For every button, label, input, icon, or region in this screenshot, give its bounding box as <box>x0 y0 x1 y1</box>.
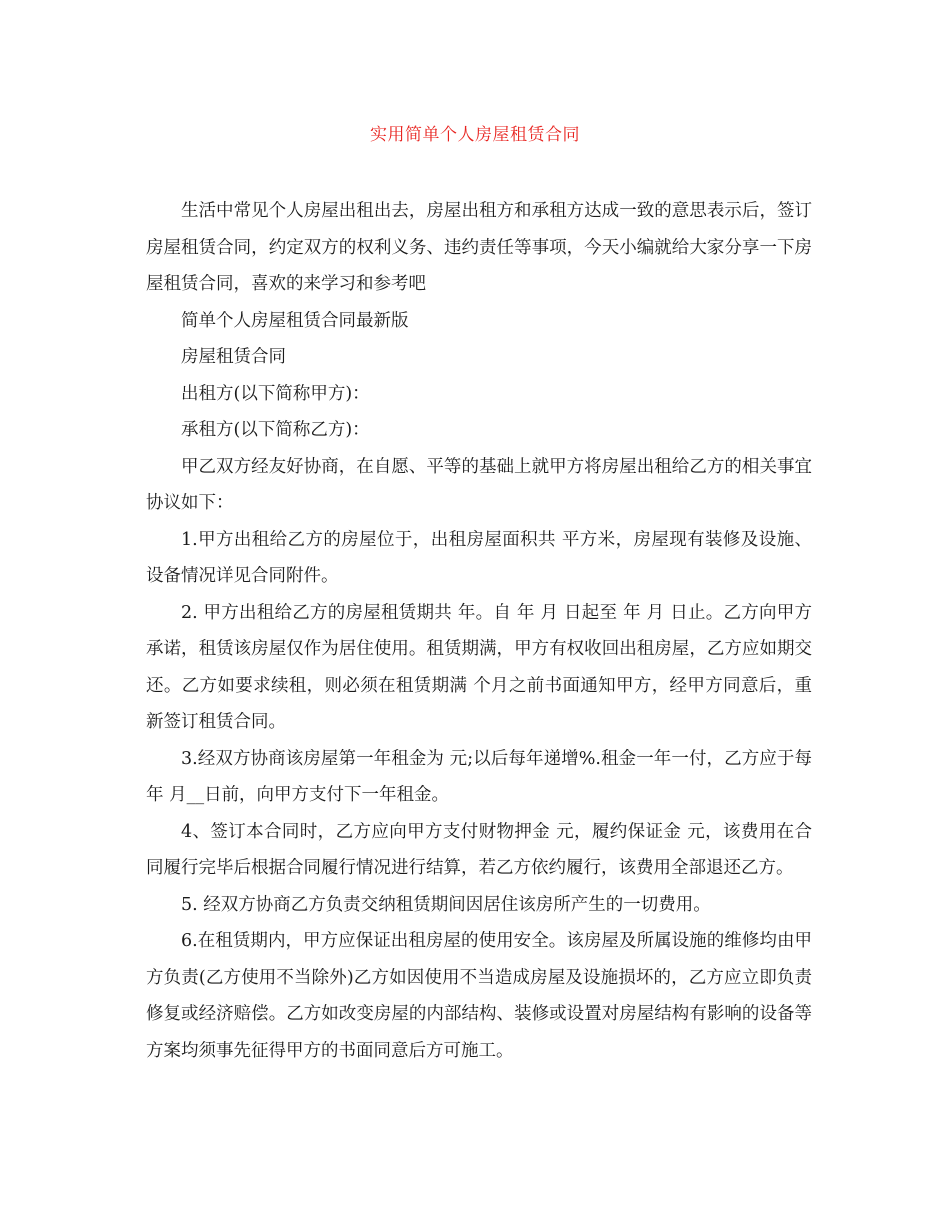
paragraph-clause-2: 2. 甲方出租给乙方的房屋租赁期共 年。自 年 月 日起至 年 月 日止。乙方向甲方承诺，租赁该房屋仅作为居住使用。租赁期满，甲方有权收回出租房屋，乙方应如期交还。乙方如要求续租，则必须在租赁期满 个月之前书面通知甲方，经甲方同意后，重新签订租赁合同。 <box>146 602 812 732</box>
document-title: 实用简单个人房屋租赁合同 <box>370 125 580 145</box>
paragraph-lessor: 出租方(以下简称甲方)： <box>181 383 370 404</box>
paragraph-subtitle: 简单个人房屋租赁合同最新版 <box>181 310 409 331</box>
document-body <box>146 193 812 1069</box>
paragraph-contract-heading: 房屋租赁合同 <box>181 347 286 367</box>
paragraph-agreement: 甲乙双方经友好协商，在自愿、平等的基础上就甲方将房屋出租给乙方的相关事宜协议如下： <box>146 456 812 513</box>
paragraph-lessee: 承租方(以下简称乙方)： <box>181 420 370 440</box>
paragraph-clause-1: 1.甲方出租给乙方的房屋位于，出租房屋面积共 平方米，房屋现有装修及设施、设备情况详见合同附件。 <box>146 529 812 586</box>
paragraph-clause-5: 5. 经双方协商乙方负责交纳租赁期间因居住该房所产生的一切费用。 <box>181 894 711 915</box>
paragraph-clause-6: 6.在租赁期内，甲方应保证出租房屋的使用安全。该房屋及所属设施的维修均由甲方负责(乙方使用不当除外)乙方如因使用不当造成房屋及设施损坏的，乙方应立即负责修复或经济赔偿。乙方如改变房屋的内部结构、装修或设置对房屋结构有影响的设备等方案均须事先征得甲方的书面同意后方可施工。 <box>146 931 812 1061</box>
paragraph-intro: 生活中常见个人房屋出租出去，房屋出租方和承租方达成一致的意思表示后，签订房屋租赁合同，约定双方的权利义务、违约责任等事项，今天小编就给大家分享一下房屋租赁合同，喜欢的来学习和参考吧 <box>146 201 812 294</box>
paragraph-clause-3: 3.经双方协商该房屋第一年租金为 元;以后每年递增%.租金一年一付，乙方应于每年 月__日前，向甲方支付下一年租金。 <box>146 748 812 805</box>
paragraph-clause-4: 4、签订本合同时，乙方应向甲方支付财物押金 元，履约保证金 元，该费用在合同履行完毕后根据合同履行情况进行结算，若乙方依约履行，该费用全部退还乙方。 <box>146 821 812 878</box>
